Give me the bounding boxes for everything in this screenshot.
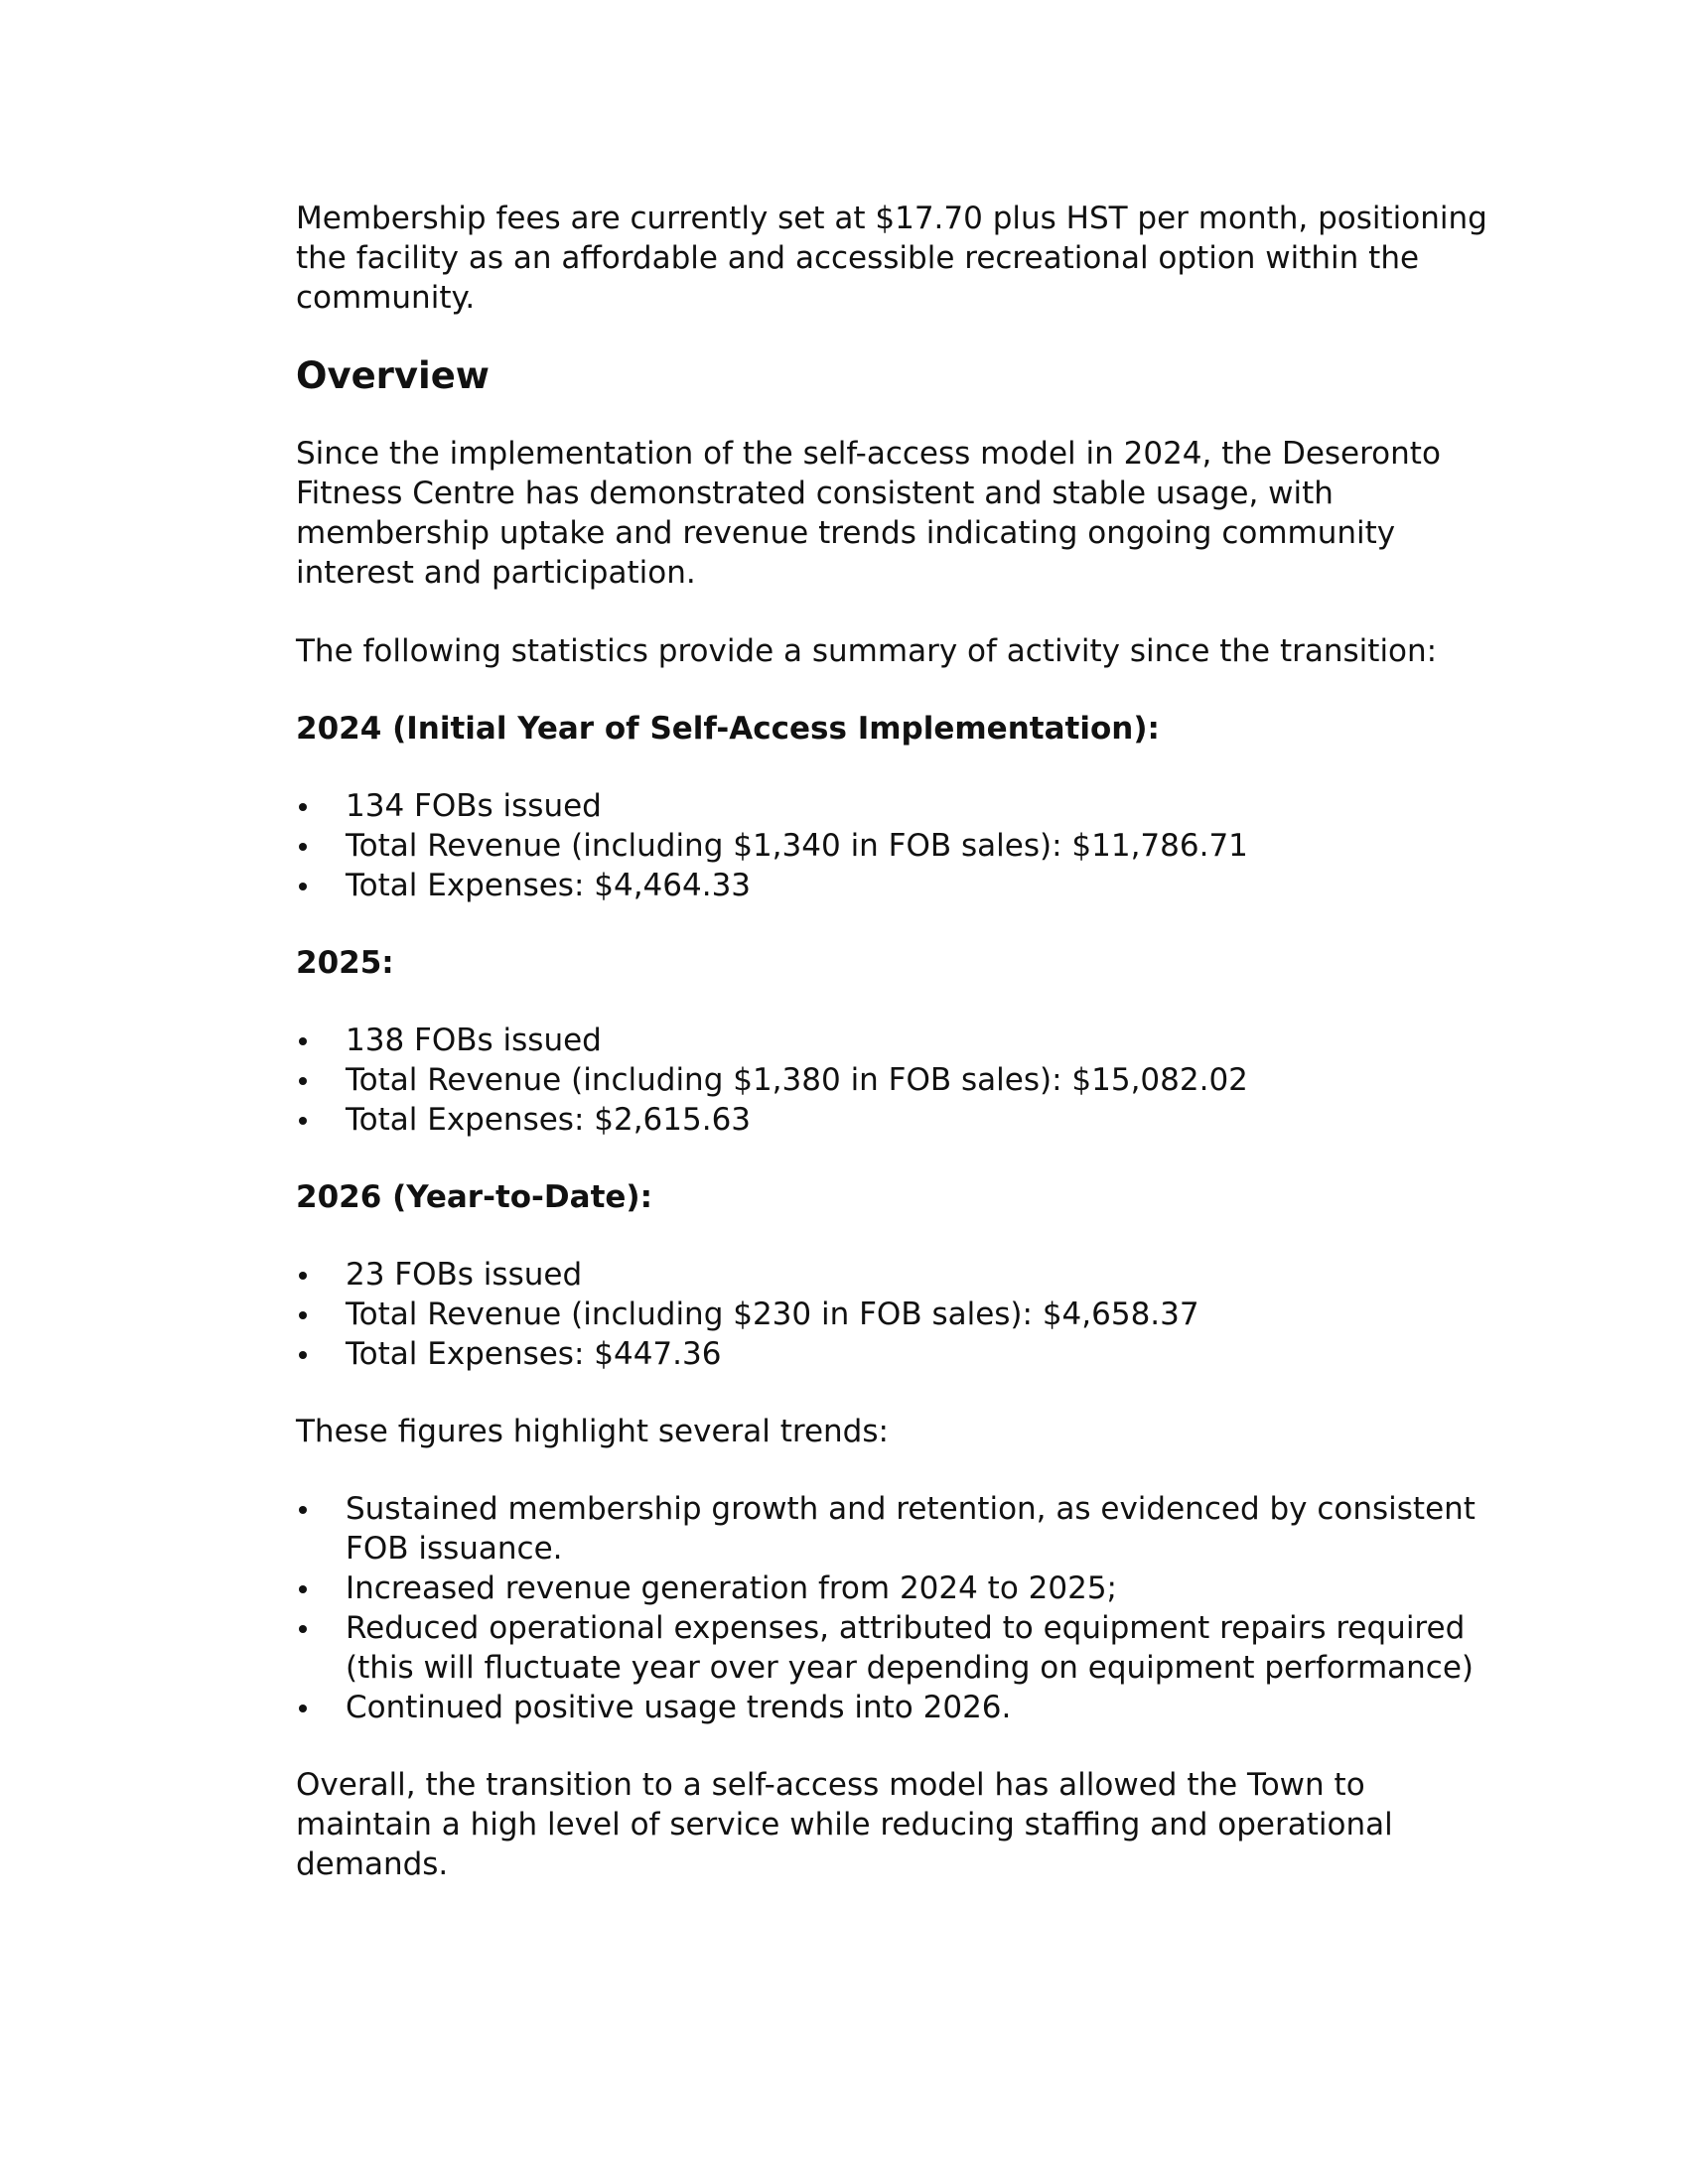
list-item-text: Total Revenue (including $230 in FOB sales): $4,658.37 [346, 1297, 1199, 1332]
trends-list [296, 1489, 1487, 1727]
document-body [296, 199, 1487, 1923]
list-item-text: Sustained membership growth and retention, as evidenced by consistent FOB issuance. [346, 1491, 1476, 1567]
list-item-text: Total Expenses: $4,464.33 [346, 868, 752, 903]
year-2025-list [296, 1021, 1487, 1140]
list-item-text: 134 FOBs issued [346, 788, 602, 824]
year-2026-list [296, 1255, 1487, 1374]
list-item-text: Total Expenses: $447.36 [346, 1336, 722, 1372]
bullet-icon [299, 1506, 307, 1514]
year-2026-heading: 2026 (Year-to-Date): [296, 1179, 652, 1215]
list-item-text: Total Expenses: $2,615.63 [346, 1102, 752, 1138]
bullet-icon [299, 803, 307, 811]
bullet-icon [299, 1272, 307, 1280]
list-item-text: Increased revenue generation from 2024 to 2025; [346, 1570, 1117, 1606]
year-2024-heading: 2024 (Initial Year of Self-Access Implementation): [296, 711, 1160, 747]
membership-fee-paragraph: Membership fees are currently set at $17.70 plus HST per month, positioning the facility as an affordable and accessible recreational option within the community. [296, 201, 1487, 316]
conclusion-paragraph: Overall, the transition to a self-access model has allowed the Town to maintain a high level of service while reducing staffing and operational demands. [296, 1767, 1393, 1882]
list-item [296, 1569, 1487, 1608]
bullet-icon [299, 1625, 307, 1633]
list-item [296, 1255, 1487, 1295]
bullet-icon [299, 883, 307, 890]
list-item [296, 1334, 1487, 1374]
bullet-icon [299, 1077, 307, 1085]
list-item [296, 786, 1487, 826]
statistics-intro: The following statistics provide a summary of activity since the transition: [296, 633, 1438, 669]
list-item [296, 1688, 1487, 1727]
list-item-text: Continued positive usage trends into 2026. [346, 1690, 1012, 1725]
bullet-icon [299, 1705, 307, 1712]
list-item [296, 1295, 1487, 1334]
list-item [296, 1021, 1487, 1060]
year-2024-list [296, 786, 1487, 905]
trends-intro: These figures highlight several trends: [296, 1414, 889, 1449]
overview-paragraph: Since the implementation of the self-access model in 2024, the Deseronto Fitness Centre has demonstrated consistent and stable usage, with membership uptake and revenue trends indicating ongoing community interest and participation. [296, 436, 1441, 591]
list-item [296, 1100, 1487, 1140]
list-item-text: 23 FOBs issued [346, 1257, 583, 1293]
bullet-icon [299, 1351, 307, 1359]
bullet-icon [299, 843, 307, 851]
list-item-text: Total Revenue (including $1,340 in FOB sales): $11,786.71 [346, 828, 1248, 864]
bullet-icon [299, 1311, 307, 1319]
year-2025-heading: 2025: [296, 945, 394, 981]
list-item-text: Total Revenue (including $1,380 in FOB sales): $15,082.02 [346, 1062, 1248, 1098]
list-item [296, 1608, 1487, 1688]
bullet-icon [299, 1037, 307, 1045]
list-item-text: Reduced operational expenses, attributed to equipment repairs required (this will fluctuate year over year depending on equipment performance) [346, 1610, 1474, 1686]
list-item [296, 1489, 1487, 1569]
list-item [296, 866, 1487, 905]
list-item [296, 826, 1487, 866]
list-item [296, 1060, 1487, 1100]
overview-heading: Overview [296, 354, 490, 397]
bullet-icon [299, 1117, 307, 1125]
list-item-text: 138 FOBs issued [346, 1023, 602, 1058]
bullet-icon [299, 1585, 307, 1593]
